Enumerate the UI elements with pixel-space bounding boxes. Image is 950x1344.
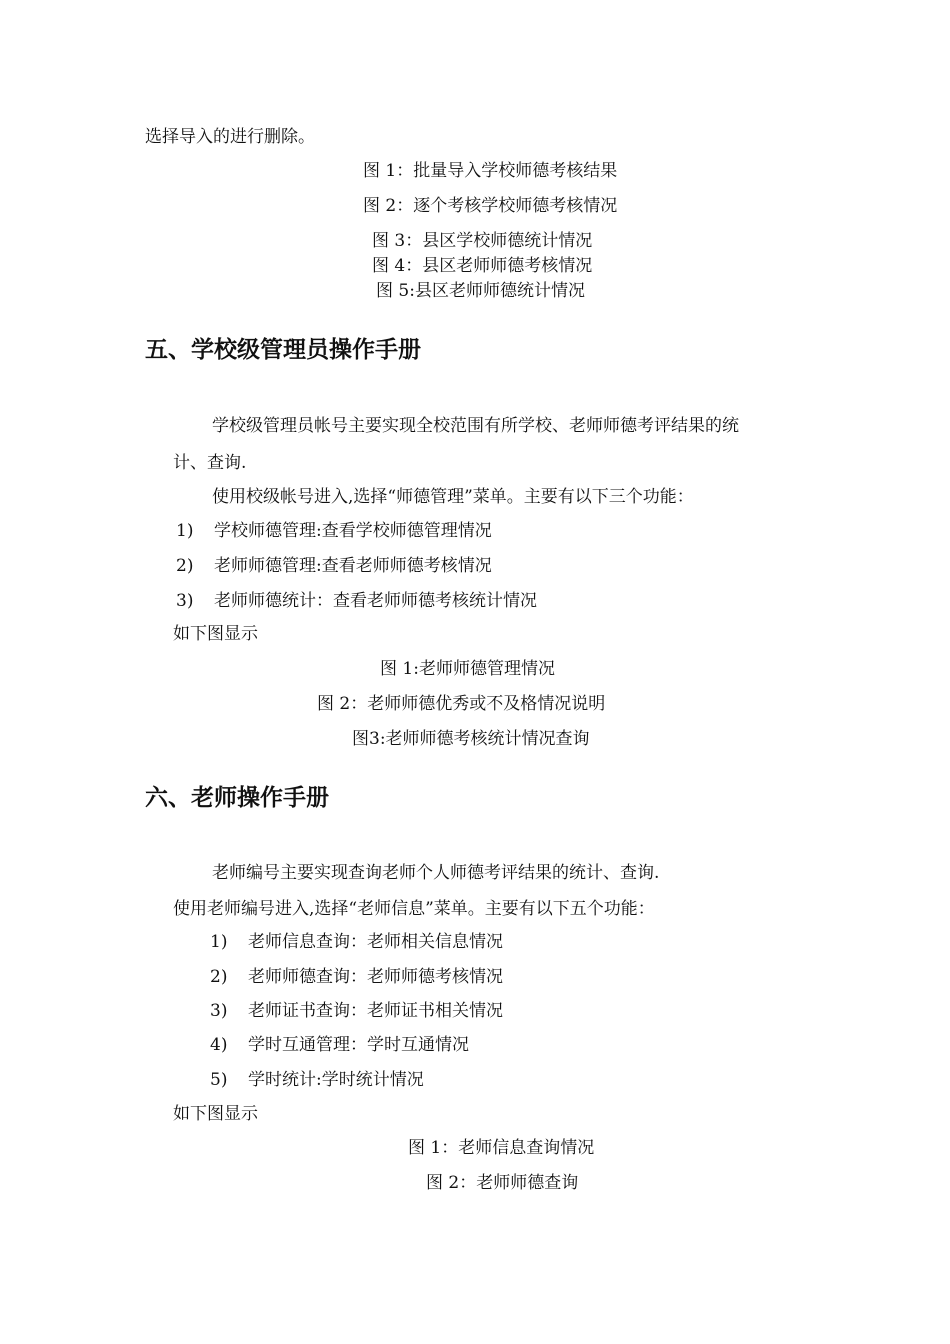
list-item-number: 2) xyxy=(210,967,228,987)
figure-caption: 图 2：老师师德优秀或不及格情况说明 xyxy=(317,694,606,714)
list-item-number: 3) xyxy=(210,1001,228,1021)
list-item-text: 老师师德查询：老师师德考核情况 xyxy=(248,967,503,987)
list-item-text: 老师师德管理:查看老师师德考核情况 xyxy=(214,556,492,576)
list-item xyxy=(210,1000,503,1022)
figure-caption: 图3:老师师德考核统计情况查询 xyxy=(352,729,590,749)
figure-caption: 图 1：批量导入学校师德考核结果 xyxy=(363,161,618,181)
figure-caption: 图 1:老师师德管理情况 xyxy=(380,659,555,679)
section-heading: 六、老师操作手册 xyxy=(145,785,329,811)
figure-caption: 图 1：老师信息查询情况 xyxy=(408,1138,595,1158)
list-item-text: 老师师德统计：查看老师师德考核统计情况 xyxy=(214,591,537,611)
figure-caption: 图 3：县区学校师德统计情况 xyxy=(372,231,593,251)
paragraph-line: 计、查询. xyxy=(173,453,247,473)
figure-caption: 图 2：老师师德查询 xyxy=(426,1173,579,1193)
list-item xyxy=(210,966,503,988)
list-item-number: 5) xyxy=(210,1070,228,1090)
paragraph-line: 老师编号主要实现查询老师个人师德考评结果的统计、查询. xyxy=(212,863,660,883)
list-item xyxy=(176,590,537,612)
list-item xyxy=(210,1069,424,1091)
section-heading: 五、学校级管理员操作手册 xyxy=(145,337,421,363)
list-item-text: 学校师德管理:查看学校师德管理情况 xyxy=(214,521,492,541)
list-item xyxy=(210,931,503,953)
list-item-number: 2) xyxy=(176,556,194,576)
list-item-text: 老师信息查询：老师相关信息情况 xyxy=(248,932,503,952)
list-item xyxy=(210,1034,469,1056)
paragraph-line: 使用校级帐号进入,选择“师德管理”菜单。主要有以下三个功能： xyxy=(212,487,694,507)
figure-caption: 图 2：逐个考核学校师德考核情况 xyxy=(363,196,618,216)
intro-tail-text: 选择导入的进行删除。 xyxy=(145,127,315,147)
list-item-number: 1) xyxy=(176,521,194,541)
list-item xyxy=(176,520,492,542)
show-below-text: 如下图显示 xyxy=(173,1104,258,1124)
figure-caption: 图 5:县区老师师德统计情况 xyxy=(376,281,585,301)
list-item-text: 老师证书查询：老师证书相关情况 xyxy=(248,1001,503,1021)
figure-caption: 图 4：县区老师师德考核情况 xyxy=(372,256,593,276)
list-item-number: 3) xyxy=(176,591,194,611)
show-below-text: 如下图显示 xyxy=(173,624,258,644)
list-item-number: 4) xyxy=(210,1035,228,1055)
list-item-text: 学时统计:学时统计情况 xyxy=(248,1070,424,1090)
list-item-text: 学时互通管理：学时互通情况 xyxy=(248,1035,469,1055)
list-item-number: 1) xyxy=(210,932,228,952)
paragraph-line: 使用老师编号进入,选择“老师信息”菜单。主要有以下五个功能： xyxy=(173,899,655,919)
paragraph-line: 学校级管理员帐号主要实现全校范围有所学校、老师师德考评结果的统 xyxy=(212,416,739,436)
list-item xyxy=(176,555,492,577)
